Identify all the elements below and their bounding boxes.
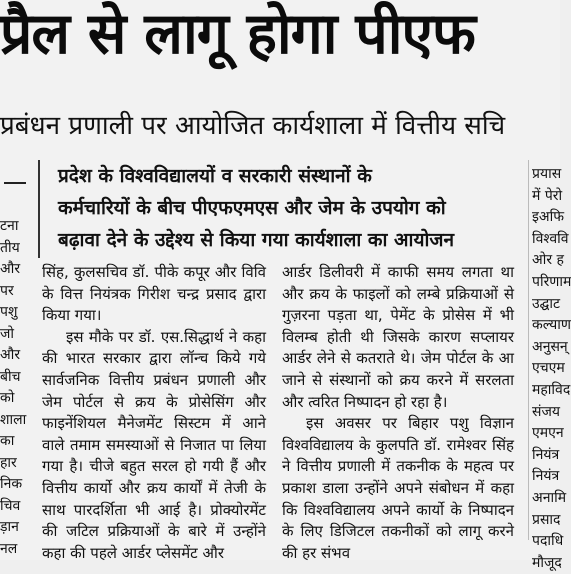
left-column-fragment — [0, 216, 27, 560]
right-line: नियंत्र — [532, 446, 560, 463]
right-line: इअफि — [532, 209, 564, 226]
left-line: निक — [0, 476, 23, 492]
headline: प्रैल से लागू होगा पीएफ — [0, 1, 475, 67]
left-line: को — [0, 390, 15, 406]
left-line: बीच — [0, 368, 21, 385]
right-line: मौजूद — [532, 554, 562, 571]
left-line: और — [0, 261, 21, 277]
left-line: और — [0, 347, 21, 363]
highlight-line: प्रदेश के विश्वविद्यालयों व सरकारी संस्थानों के — [58, 165, 372, 187]
paragraph: आर्डर डिलीवरी में काफी समय लगता था और क्रय के फाइलों को लम्बे प्रक्रियाओं से गुज़रना पड़ता था, पेमेंट के प्रोसेस में भी विलम्ब होती थी जिसके कारण सप्लायर आर्डर लेने से कतराते थे। जेम पोर्टल के आ जाने से संस्थानों को क्रय करने में सरलता और त्वरित निष्पादन हो रहा है। — [282, 263, 514, 411]
article-column-2 — [282, 262, 514, 560]
right-line: एमएन — [532, 425, 564, 442]
left-line: शाला — [0, 411, 27, 428]
highlight-box — [38, 160, 508, 258]
subheadline: प्रबंधन प्रणाली पर आयोजित कार्यशाला में वित्तीय सचि — [0, 111, 506, 141]
right-line: महाविद — [532, 381, 571, 398]
left-line: पर — [0, 282, 14, 299]
column-rule — [528, 160, 529, 540]
paragraph: सिंह, कुलसचिव डॉ. पीके कपूर और विवि के वित्त नियंत्रक गिरीश चन्द्र प्रसाद द्वारा किया गया। — [42, 263, 266, 325]
right-line: में पेरो — [532, 187, 563, 204]
right-line: अनामि — [532, 489, 567, 506]
right-line: पदाधि — [532, 533, 564, 550]
highlight-line: बढ़ावा देने के उद्देश्य से किया गया कार्यशाला का आयोजन — [58, 229, 455, 251]
right-line: कल्याण — [532, 317, 571, 334]
article-column-1 — [42, 262, 266, 560]
left-line: टना — [0, 218, 19, 234]
right-line: नियंत्र — [532, 468, 560, 485]
right-line: प्रसाद — [532, 511, 561, 528]
right-line: उद्घाट — [532, 295, 561, 312]
right-line: प्रयास — [532, 166, 562, 182]
left-line: ड़ान — [0, 519, 19, 535]
right-line: परिणाम — [532, 273, 571, 290]
right-line: ओर ह — [532, 252, 564, 269]
right-line: एचएम — [532, 360, 565, 377]
left-line: हार — [0, 454, 17, 471]
paragraph: इस मौके पर डॉ. एस.सिद्धार्थ ने कहा की भारत सरकार द्वारा लॉन्च किये गये सार्वजनिक वित्तीय प्रबंधन प्रणाली और जेम पोर्टल से क्रय के प्रोसेसिंग और फाइनेंशियल मैनेजमेंट सिस्टम में आने वाले तमाम समस्याओं से निजात पा लिया गया है। चीजे बहुत सरल हो गयी हैं और वित्तीय कार्यो और क्रय कार्यों में तेजी के साथ पारदर्शिता भी आई है। प्रोक्योरमेंट की जटिल प्रक्रियाओं के बारे में उन्होंने कहा की पहले आर्डर प्लेसमेंट और — [42, 327, 266, 562]
right-line: विश्ववि — [532, 230, 569, 247]
right-column-fragment — [532, 164, 571, 571]
highlight-line: कर्मचारियों के बीच पीएफएमएस और जेम के उपयोग को — [58, 197, 446, 219]
left-line: जो — [0, 325, 15, 342]
column-divider — [4, 182, 26, 184]
left-line: तीय — [0, 239, 20, 256]
left-line: चिव — [0, 497, 21, 514]
left-line: का — [0, 433, 15, 449]
left-line: नल — [0, 540, 18, 557]
right-line: अनुसन् — [532, 338, 568, 355]
left-line: पशु — [0, 304, 18, 320]
paragraph: इस अवसर पर बिहार पशु विज्ञान विश्वविद्यालय के कुलपति डॉ. रामेश्वर सिंह ने वित्तीय प्रणाली में तकनीक के महत्व पर प्रकाश डाला उन्होंने अपने संबोधन में कहा कि विश्वविद्यालय अपने कार्यो के निष्पादन के लिए डिजिटल तकनीकों को लागू करने की हर संभव — [282, 414, 514, 562]
right-line: संजय — [532, 403, 560, 420]
